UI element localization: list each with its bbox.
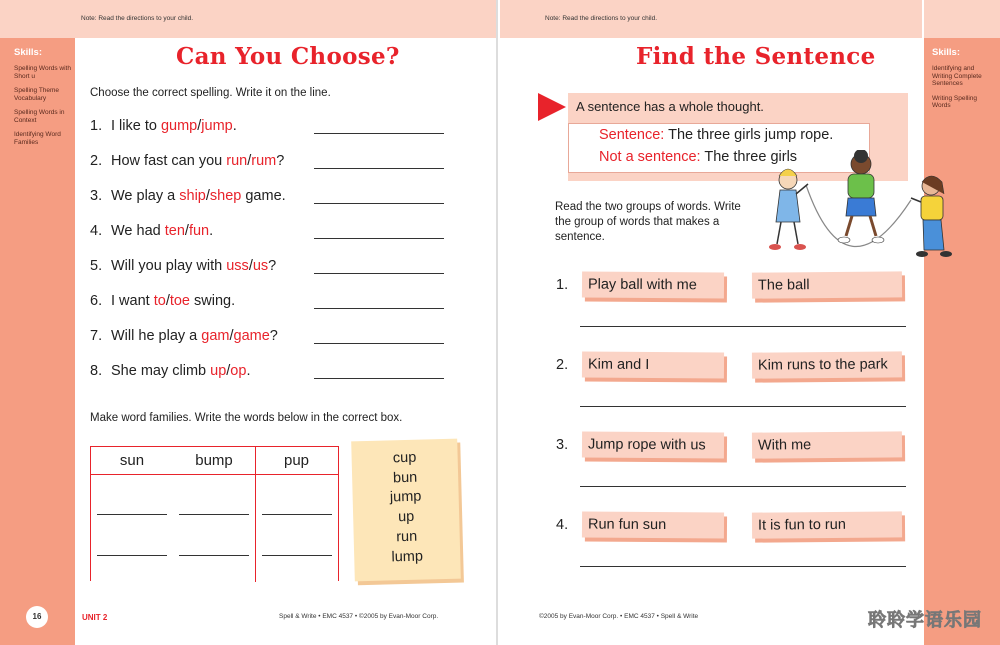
question-row: [90, 223, 450, 258]
option-2: shep: [209, 188, 242, 204]
choice-row: [556, 428, 916, 508]
answer-line[interactable]: [580, 326, 906, 327]
choice-row: [556, 268, 916, 348]
option-2: toe: [169, 293, 191, 309]
unit-label: UNIT 2: [82, 613, 108, 622]
watermark-logo: 聆聆学语乐园: [868, 610, 982, 630]
word-group-a: Kim and I: [582, 352, 724, 379]
option-2: game: [233, 328, 270, 344]
top-bar: [500, 0, 922, 38]
word-group-a: Play ball with me: [582, 272, 724, 299]
answer-line[interactable]: [314, 238, 444, 239]
left-page: [0, 0, 498, 645]
question-text: We had ten/fun.: [111, 223, 214, 239]
option-1: ten: [164, 223, 185, 239]
skill-item: Identifying and Writing Complete Sentences: [932, 65, 982, 87]
answer-line[interactable]: [314, 273, 444, 274]
word-bank-item: up: [397, 508, 415, 526]
question-text: Will he play a gam/game?: [111, 328, 278, 344]
option-1: to: [153, 293, 166, 309]
skill-item: Identifying Word Families: [14, 131, 61, 146]
jump-rope-girls-illustration: [766, 150, 952, 275]
item-number: 4.: [556, 517, 569, 533]
families-instruction: Make word families. Write the words below in the correct box.: [90, 412, 403, 424]
question-text: We play a ship/shep game.: [111, 188, 286, 204]
option-1: uss: [226, 258, 249, 274]
question-number: 6.: [90, 293, 103, 309]
answer-line[interactable]: [580, 566, 906, 567]
question-row: [90, 258, 450, 293]
option-2: op: [230, 363, 247, 379]
question-number: 4.: [90, 223, 103, 239]
question-row: [90, 188, 450, 223]
column-header-pup: pup: [255, 447, 337, 582]
callout-title: A sentence has a whole thought.: [576, 99, 764, 114]
item-number: 1.: [556, 277, 569, 293]
instruction: Choose the correct spelling. Write it on the line.: [90, 87, 331, 99]
option-1: up: [210, 363, 227, 379]
word-group-b: Kim runs to the park: [752, 351, 902, 378]
right-page: [500, 0, 1000, 645]
skills-list: [14, 65, 71, 153]
question-row: [90, 153, 450, 188]
write-line[interactable]: [97, 555, 167, 556]
question-number: 7.: [90, 328, 103, 344]
not-sentence-example: Not a sentence: The three girls: [599, 149, 798, 165]
write-line[interactable]: [262, 514, 332, 515]
question-text: How fast can you run/rum?: [111, 153, 285, 169]
question-text: I want to/toe swing.: [111, 293, 236, 309]
answer-line[interactable]: [314, 308, 444, 309]
page-number: 16: [26, 606, 48, 628]
sentence-choice-list: [556, 268, 916, 588]
skill-item: Spelling Theme Vocabulary: [14, 87, 60, 102]
question-text: I like to gump/jump.: [111, 118, 237, 134]
write-line[interactable]: [179, 514, 249, 515]
skill-item: Spelling Words with Short u: [14, 65, 71, 80]
choice-row: [556, 348, 916, 428]
parent-note: Note: Read the directions to your child.: [545, 15, 658, 22]
word-group-a: Run fun sun: [582, 512, 724, 539]
write-line[interactable]: [262, 555, 332, 556]
question-number: 5.: [90, 258, 103, 274]
question-list: [90, 118, 450, 398]
skills-list: [932, 65, 996, 117]
skills-sidebar: [924, 0, 1000, 645]
page-title: Can You Choose?: [176, 43, 400, 70]
column-header-bump: bump: [195, 452, 233, 469]
question-text: She may climb up/op.: [111, 363, 251, 379]
column-header-sun: sun: [119, 452, 145, 469]
word-bank-card: [351, 439, 461, 582]
answer-line[interactable]: [314, 343, 444, 344]
answer-line[interactable]: [314, 133, 444, 134]
word-bank-item: cup: [392, 449, 417, 467]
item-number: 3.: [556, 437, 569, 453]
word-bank-item: bun: [392, 469, 418, 487]
answer-line[interactable]: [580, 486, 906, 487]
item-number: 2.: [556, 357, 569, 373]
word-group-b: With me: [752, 431, 902, 458]
footer-credit: Spell & Write • EMC 4537 • ©2005 by Evan-Moor Corp.: [279, 613, 439, 620]
answer-line[interactable]: [580, 406, 906, 407]
word-group-b: It is fun to run: [752, 511, 902, 538]
skill-item: Writing Spelling Words: [932, 94, 978, 109]
skill-item: Spelling Words in Context: [14, 109, 65, 124]
question-number: 3.: [90, 188, 103, 204]
answer-line[interactable]: [314, 203, 444, 204]
page-title: Find the Sentence: [636, 43, 876, 70]
question-number: 1.: [90, 118, 103, 134]
word-bank-item: jump: [389, 489, 422, 506]
word-family-table: [90, 446, 339, 581]
option-1: gump: [160, 118, 198, 134]
question-text: Will you play with uss/us?: [111, 258, 277, 274]
answer-line[interactable]: [314, 378, 444, 379]
instruction: Read the two groups of words. Write the group of words that makes a sentence.: [555, 201, 741, 243]
word-group-a: Jump rope with us: [582, 432, 724, 459]
question-number: 2.: [90, 153, 103, 169]
sentence-example: Sentence: The three girls jump rope.: [599, 127, 834, 143]
question-number: 8.: [90, 363, 103, 379]
footer-credit: ©2005 by Evan-Moor Corp. • EMC 4537 • Spell & Write: [539, 613, 699, 620]
question-row: [90, 363, 450, 398]
option-2: us: [252, 258, 269, 274]
flag-arrow-icon: [538, 93, 566, 121]
answer-line[interactable]: [314, 168, 444, 169]
option-1: run: [226, 153, 248, 169]
write-line[interactable]: [97, 514, 167, 515]
top-bar: [75, 0, 496, 38]
skills-title: Skills:: [932, 47, 960, 58]
option-1: gam: [201, 328, 230, 344]
option-1: ship: [179, 188, 206, 204]
word-group-b: The ball: [752, 271, 902, 298]
word-bank-item: run: [396, 528, 418, 546]
option-2: jump: [201, 118, 233, 134]
write-line[interactable]: [179, 555, 249, 556]
question-row: [90, 118, 450, 153]
choice-row: [556, 508, 916, 588]
word-bank-item: lump: [391, 548, 424, 565]
question-row: [90, 328, 450, 363]
option-2: rum: [251, 153, 277, 169]
skills-title: Skills:: [14, 47, 42, 58]
option-2: fun: [188, 223, 210, 239]
parent-note: Note: Read the directions to your child.: [81, 15, 194, 22]
question-row: [90, 293, 450, 328]
skills-sidebar: [0, 0, 75, 645]
